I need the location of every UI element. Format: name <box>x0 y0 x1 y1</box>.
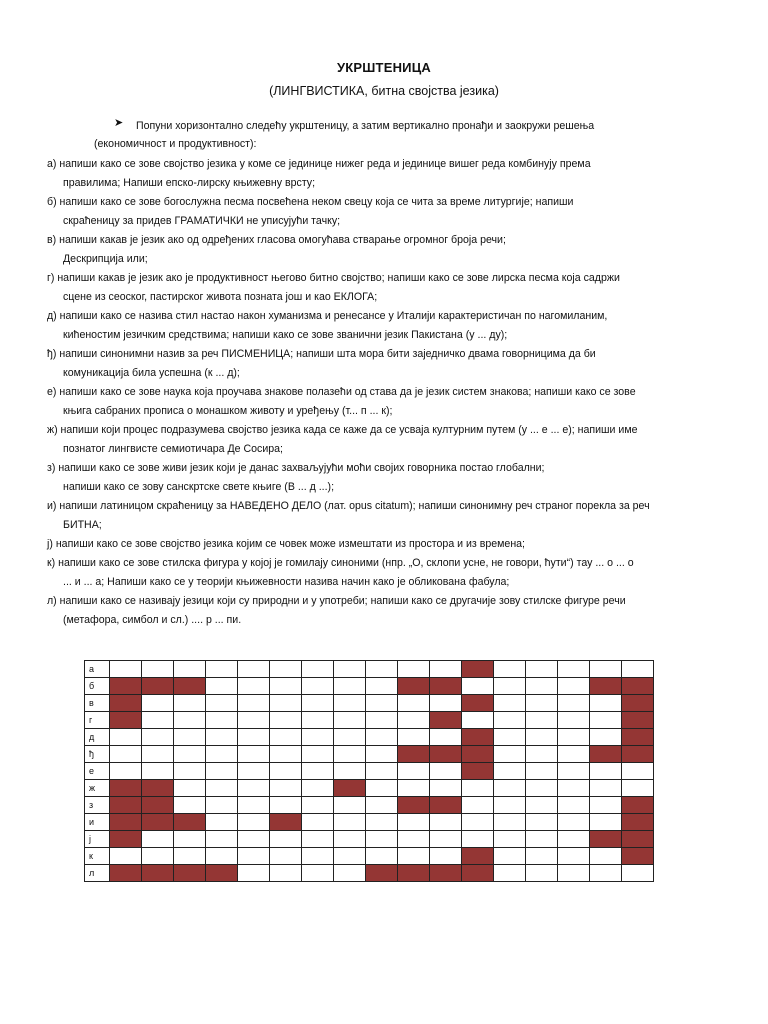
grid-cell[interactable] <box>270 831 302 848</box>
grid-cell[interactable] <box>238 865 270 882</box>
grid-cell[interactable] <box>430 695 462 712</box>
grid-cell-blocked <box>110 695 142 712</box>
grid-cell[interactable] <box>270 780 302 797</box>
grid-cell[interactable] <box>302 763 334 780</box>
grid-cell[interactable] <box>110 763 142 780</box>
grid-cell[interactable] <box>366 763 398 780</box>
grid-cell-blocked <box>142 797 174 814</box>
clue-line-2: комуникација била успешна (к ... д); <box>63 367 240 379</box>
grid-cell[interactable] <box>398 763 430 780</box>
grid-cell-blocked <box>430 865 462 882</box>
grid-cell[interactable] <box>590 661 622 678</box>
grid-cell[interactable] <box>398 848 430 865</box>
clue-line-1: в) напиши какав је језик ако од одређених гласова омогућава стварање огромног броја речи; <box>47 234 506 246</box>
clue-list <box>47 155 737 630</box>
grid-cell[interactable] <box>398 712 430 729</box>
grid-cell[interactable] <box>526 814 558 831</box>
grid-cell[interactable] <box>142 746 174 763</box>
grid-cell-blocked <box>462 695 494 712</box>
clue-line-2: сцене из сеоског, пастирског живота позната још и као ЕКЛОГА; <box>63 291 378 303</box>
grid-row-label: г <box>85 712 110 729</box>
grid-cell[interactable] <box>206 746 238 763</box>
grid-cell-blocked <box>110 831 142 848</box>
grid-cell[interactable] <box>494 814 526 831</box>
grid-cell[interactable] <box>334 678 366 695</box>
grid-row <box>85 831 654 848</box>
grid-cell[interactable] <box>302 661 334 678</box>
grid-cell[interactable] <box>398 831 430 848</box>
grid-row <box>85 797 654 814</box>
grid-cell[interactable] <box>366 848 398 865</box>
clue-line-2: ... и ... а; Напиши како се у теорији књижевности назива начин како је обликована фабула; <box>63 576 510 588</box>
grid-cell-blocked <box>206 865 238 882</box>
grid-cell[interactable] <box>558 729 590 746</box>
clue-item <box>47 535 737 554</box>
grid-cell[interactable] <box>366 831 398 848</box>
grid-cell-blocked <box>622 729 654 746</box>
grid-cell[interactable] <box>238 746 270 763</box>
grid-cell-blocked <box>142 814 174 831</box>
grid-cell[interactable] <box>302 746 334 763</box>
grid-cell[interactable] <box>270 729 302 746</box>
grid-cell[interactable] <box>622 780 654 797</box>
grid-cell[interactable] <box>590 695 622 712</box>
grid-cell[interactable] <box>174 746 206 763</box>
grid-cell-blocked <box>622 831 654 848</box>
grid-cell-blocked <box>398 746 430 763</box>
grid-cell[interactable] <box>558 797 590 814</box>
grid-row-label: в <box>85 695 110 712</box>
grid-cell[interactable] <box>174 848 206 865</box>
clue-line-1: а) напиши како се зове својство језика у коме се јединице нижег реда и јединице вишег реда комбинују према <box>47 158 591 170</box>
clue-item <box>47 459 737 497</box>
grid-cell[interactable] <box>558 763 590 780</box>
grid-cell-blocked <box>622 712 654 729</box>
grid-cell-blocked <box>110 797 142 814</box>
grid-cell[interactable] <box>494 763 526 780</box>
grid-cell[interactable] <box>398 729 430 746</box>
grid-cell-blocked <box>110 780 142 797</box>
grid-cell[interactable] <box>334 848 366 865</box>
grid-cell-blocked <box>366 865 398 882</box>
grid-cell[interactable] <box>558 865 590 882</box>
grid-cell-blocked <box>622 678 654 695</box>
grid-cell-blocked <box>398 678 430 695</box>
clue-line-2: књига сабраних прописа о монашком животу и уређењу (т... п ... к); <box>63 405 393 417</box>
grid-row-label: ж <box>85 780 110 797</box>
grid-cell[interactable] <box>558 678 590 695</box>
grid-row-label: б <box>85 678 110 695</box>
grid-cell[interactable] <box>558 780 590 797</box>
grid-cell-blocked <box>622 814 654 831</box>
grid-cell[interactable] <box>206 678 238 695</box>
grid-cell[interactable] <box>398 661 430 678</box>
grid-cell[interactable] <box>302 695 334 712</box>
grid-cell[interactable] <box>430 848 462 865</box>
grid-cell[interactable] <box>206 712 238 729</box>
grid-cell[interactable] <box>238 848 270 865</box>
grid-cell[interactable] <box>526 848 558 865</box>
grid-cell[interactable] <box>302 831 334 848</box>
grid-row-label: з <box>85 797 110 814</box>
grid-cell[interactable] <box>238 780 270 797</box>
clue-line-2: познатог лингвисте семиотичара Де Сосира; <box>63 443 283 455</box>
grid-cell[interactable] <box>590 712 622 729</box>
clue-line-2: Дескрипција или; <box>63 253 148 265</box>
grid-cell[interactable] <box>174 695 206 712</box>
grid-cell-blocked <box>142 678 174 695</box>
clue-item <box>47 383 737 421</box>
grid-cell[interactable] <box>206 814 238 831</box>
grid-cell[interactable] <box>462 678 494 695</box>
grid-cell-blocked <box>398 865 430 882</box>
grid-row-label: ђ <box>85 746 110 763</box>
grid-cell-blocked <box>398 797 430 814</box>
clue-line-2: правилима; Напиши епско-лирску књижевну врсту; <box>63 177 316 189</box>
grid-cell[interactable] <box>622 865 654 882</box>
grid-cell-blocked <box>462 746 494 763</box>
grid-cell[interactable] <box>334 814 366 831</box>
grid-cell[interactable] <box>558 712 590 729</box>
grid-cell[interactable] <box>526 797 558 814</box>
grid-cell[interactable] <box>494 678 526 695</box>
grid-cell[interactable] <box>238 797 270 814</box>
grid-cell[interactable] <box>366 729 398 746</box>
grid-cell[interactable] <box>494 729 526 746</box>
grid-cell[interactable] <box>430 814 462 831</box>
grid-row <box>85 780 654 797</box>
grid-cell[interactable] <box>302 780 334 797</box>
grid-cell[interactable] <box>238 814 270 831</box>
clue-item <box>47 554 737 592</box>
grid-cell[interactable] <box>526 729 558 746</box>
grid-cell[interactable] <box>366 746 398 763</box>
grid-row-label: е <box>85 763 110 780</box>
grid-cell[interactable] <box>302 865 334 882</box>
grid-cell[interactable] <box>526 746 558 763</box>
grid-cell[interactable] <box>558 746 590 763</box>
grid-cell[interactable] <box>430 831 462 848</box>
grid-cell-blocked <box>462 661 494 678</box>
clue-line-1: и) напиши латиницом скраћеницу за НАВЕДЕНО ДЕЛО (лат. opus citatum); напиши синонимну реч страног порекла за реч <box>47 500 650 512</box>
grid-cell[interactable] <box>174 712 206 729</box>
grid-cell[interactable] <box>430 763 462 780</box>
grid-row <box>85 763 654 780</box>
crossword-grid <box>84 660 654 882</box>
grid-cell[interactable] <box>110 848 142 865</box>
grid-cell-blocked <box>110 865 142 882</box>
clue-line-1: б) напиши како се зове богослужна песма посвећена неком свецу која се чита за време литургије; напиши <box>47 196 574 208</box>
grid-cell[interactable] <box>430 729 462 746</box>
grid-cell[interactable] <box>238 678 270 695</box>
grid-cell[interactable] <box>270 848 302 865</box>
clue-item <box>47 421 737 459</box>
grid-cell[interactable] <box>302 848 334 865</box>
grid-cell[interactable] <box>206 661 238 678</box>
grid-cell[interactable] <box>270 695 302 712</box>
grid-cell[interactable] <box>430 780 462 797</box>
grid-cell[interactable] <box>462 797 494 814</box>
grid-cell-blocked <box>590 746 622 763</box>
grid-cell[interactable] <box>526 831 558 848</box>
instruction-line-2: (економичност и продуктивност): <box>94 138 257 150</box>
grid-cell[interactable] <box>238 661 270 678</box>
grid-cell[interactable] <box>366 814 398 831</box>
grid-cell[interactable] <box>494 712 526 729</box>
grid-cell[interactable] <box>238 831 270 848</box>
grid-cell[interactable] <box>238 695 270 712</box>
grid-cell-blocked <box>334 780 366 797</box>
clue-item <box>47 592 737 630</box>
clue-item <box>47 193 737 231</box>
grid-cell-blocked <box>590 831 622 848</box>
grid-cell-blocked <box>622 695 654 712</box>
grid-cell[interactable] <box>142 848 174 865</box>
grid-cell[interactable] <box>110 746 142 763</box>
clue-line-1: л) напиши како се називају језици који су природни и у употреби; напиши како се другачије зову стилске фигуре речи <box>47 595 626 607</box>
clue-line-2: (метафора, симбол и сл.) .... р ... пи. <box>63 614 242 626</box>
grid-cell[interactable] <box>462 814 494 831</box>
clue-line-1: ђ) напиши синонимни назив за реч ПИСМЕНИЦА; напиши шта мора бити заједничко двама говорницима да би <box>47 348 596 360</box>
clue-item <box>47 307 737 345</box>
grid-row-label: а <box>85 661 110 678</box>
grid-cell[interactable] <box>142 661 174 678</box>
grid-cell[interactable] <box>366 661 398 678</box>
grid-cell[interactable] <box>270 661 302 678</box>
grid-cell[interactable] <box>590 814 622 831</box>
grid-cell[interactable] <box>494 746 526 763</box>
grid-cell[interactable] <box>302 712 334 729</box>
grid-cell[interactable] <box>398 814 430 831</box>
grid-row <box>85 814 654 831</box>
grid-cell[interactable] <box>526 763 558 780</box>
grid-cell[interactable] <box>590 763 622 780</box>
grid-row <box>85 695 654 712</box>
grid-cell[interactable] <box>302 729 334 746</box>
grid-cell[interactable] <box>590 729 622 746</box>
grid-cell-blocked <box>270 814 302 831</box>
grid-cell[interactable] <box>270 746 302 763</box>
grid-cell[interactable] <box>494 797 526 814</box>
grid-cell-blocked <box>174 814 206 831</box>
grid-cell[interactable] <box>590 797 622 814</box>
grid-cell-blocked <box>142 865 174 882</box>
clue-line-1: ж) напиши који процес подразумева својство језика када се каже да се усваја културним путем (у ... е ... е); напиши име <box>47 424 638 436</box>
clue-line-1: е) напиши како се зове наука која проучава знакове полазећи од става да је језик систем знакова; напиши како се зове <box>47 386 636 398</box>
grid-cell[interactable] <box>270 797 302 814</box>
grid-cell[interactable] <box>366 695 398 712</box>
clue-line-1: г) напиши какав је језик ако је продуктивност његово битно својство; напиши како се зове лирска песма која садржи <box>47 272 620 284</box>
clue-line-2: скраћеницу за придев ГРАМАТИЧКИ не уписујући тачку; <box>63 215 341 227</box>
grid-cell-blocked <box>462 865 494 882</box>
grid-cell[interactable] <box>334 661 366 678</box>
grid-cell[interactable] <box>558 831 590 848</box>
grid-cell[interactable] <box>174 661 206 678</box>
grid-cell[interactable] <box>334 695 366 712</box>
grid-cell[interactable] <box>526 678 558 695</box>
grid-cell[interactable] <box>366 780 398 797</box>
grid-cell-blocked <box>430 712 462 729</box>
grid-cell[interactable] <box>590 865 622 882</box>
grid-cell[interactable] <box>334 797 366 814</box>
grid-cell[interactable] <box>238 729 270 746</box>
instruction-line-1: Попуни хоризонтално следећу укрштеницу, а затим вертикално пронађи и заокружи решења <box>136 120 595 132</box>
grid-cell-blocked <box>174 865 206 882</box>
clue-line-2: напиши како се зову санскртске свете књиге (В ... д ...); <box>63 481 335 493</box>
grid-cell-blocked <box>622 848 654 865</box>
grid-cell[interactable] <box>462 831 494 848</box>
grid-cell-blocked <box>430 678 462 695</box>
grid-row-label: ј <box>85 831 110 848</box>
grid-row <box>85 746 654 763</box>
grid-row-label: и <box>85 814 110 831</box>
grid-cell[interactable] <box>494 848 526 865</box>
grid-cell[interactable] <box>302 797 334 814</box>
clue-item <box>47 231 737 269</box>
grid-cell-blocked <box>110 712 142 729</box>
grid-cell[interactable] <box>494 831 526 848</box>
grid-cell[interactable] <box>558 695 590 712</box>
grid-cell[interactable] <box>334 729 366 746</box>
grid-cell[interactable] <box>174 797 206 814</box>
grid-cell[interactable] <box>270 712 302 729</box>
grid-cell[interactable] <box>494 780 526 797</box>
grid-cell[interactable] <box>302 678 334 695</box>
clue-line-1: з) напиши како се зове живи језик који је данас захваљујући моћи својих говорника постао глобални; <box>47 462 545 474</box>
grid-cell-blocked <box>174 678 206 695</box>
grid-cell[interactable] <box>366 678 398 695</box>
grid-row <box>85 865 654 882</box>
grid-cell[interactable] <box>206 780 238 797</box>
grid-cell[interactable] <box>526 865 558 882</box>
grid-cell[interactable] <box>462 780 494 797</box>
grid-row <box>85 729 654 746</box>
clue-line-2: БИТНА; <box>63 519 102 531</box>
grid-cell[interactable] <box>622 763 654 780</box>
grid-cell[interactable] <box>430 661 462 678</box>
page-title: УКРШТЕНИЦА <box>337 60 431 75</box>
grid-cell-blocked <box>590 678 622 695</box>
grid-cell[interactable] <box>334 865 366 882</box>
grid-cell[interactable] <box>142 763 174 780</box>
grid-cell[interactable] <box>270 678 302 695</box>
clue-item <box>47 497 737 535</box>
grid-cell[interactable] <box>174 780 206 797</box>
clue-line-1: к) напиши како се зове стилска фигура у којој је гомилају синоними (нпр. „О, склопи усне, не говори, ћути“) тау ... о ... о <box>47 557 634 569</box>
grid-cell[interactable] <box>206 831 238 848</box>
grid-cell-blocked <box>462 763 494 780</box>
grid-cell[interactable] <box>526 661 558 678</box>
clue-line-1: д) напиши како се назива стил настао након хуманизма и ренесансе у Италији карактеристичан по нагомиланим, <box>47 310 608 322</box>
grid-cell[interactable] <box>302 814 334 831</box>
grid-cell[interactable] <box>238 712 270 729</box>
grid-cell[interactable] <box>590 848 622 865</box>
grid-cell[interactable] <box>142 831 174 848</box>
grid-cell[interactable] <box>366 797 398 814</box>
grid-cell[interactable] <box>206 763 238 780</box>
grid-row <box>85 712 654 729</box>
grid-row <box>85 848 654 865</box>
grid-row-label: д <box>85 729 110 746</box>
grid-cell[interactable] <box>206 729 238 746</box>
grid-cell[interactable] <box>238 763 270 780</box>
grid-cell-blocked <box>142 780 174 797</box>
grid-cell[interactable] <box>494 661 526 678</box>
clue-line-1: ј) напиши како се зове својство језика којим се човек може измештати из простора и из времена; <box>47 538 526 550</box>
grid-cell-blocked <box>462 848 494 865</box>
grid-cell[interactable] <box>270 865 302 882</box>
grid-row <box>85 661 654 678</box>
grid-cell[interactable] <box>558 848 590 865</box>
grid-cell[interactable] <box>526 780 558 797</box>
grid-cell[interactable] <box>334 746 366 763</box>
grid-cell[interactable] <box>206 797 238 814</box>
grid-cell[interactable] <box>398 780 430 797</box>
grid-cell[interactable] <box>142 729 174 746</box>
grid-cell[interactable] <box>398 695 430 712</box>
grid-cell[interactable] <box>142 695 174 712</box>
grid-cell[interactable] <box>206 695 238 712</box>
grid-cell-blocked <box>110 678 142 695</box>
page-subtitle: (ЛИНГВИСТИКА, битна својства језика) <box>269 84 499 98</box>
grid-cell[interactable] <box>334 712 366 729</box>
grid-cell-blocked <box>622 797 654 814</box>
grid-cell[interactable] <box>526 712 558 729</box>
grid-row-label: л <box>85 865 110 882</box>
clue-line-2: кићеностим језичким средствима; напиши како се зове званични језик Пакистана (у ... ду); <box>63 329 508 341</box>
grid-cell[interactable] <box>142 712 174 729</box>
clue-item <box>47 269 737 307</box>
grid-cell[interactable] <box>334 831 366 848</box>
grid-cell[interactable] <box>334 763 366 780</box>
grid-cell[interactable] <box>206 848 238 865</box>
grid-cell[interactable] <box>526 695 558 712</box>
grid-cell-blocked <box>622 746 654 763</box>
grid-cell[interactable] <box>174 763 206 780</box>
grid-cell[interactable] <box>110 661 142 678</box>
grid-row-label: к <box>85 848 110 865</box>
grid-cell-blocked <box>430 797 462 814</box>
grid-cell-blocked <box>110 814 142 831</box>
grid-cell[interactable] <box>462 712 494 729</box>
grid-cell[interactable] <box>622 661 654 678</box>
grid-cell-blocked <box>430 746 462 763</box>
grid-cell[interactable] <box>558 814 590 831</box>
grid-cell[interactable] <box>590 780 622 797</box>
grid-cell[interactable] <box>174 831 206 848</box>
grid-cell[interactable] <box>558 661 590 678</box>
clue-item <box>47 155 737 193</box>
grid-cell[interactable] <box>110 729 142 746</box>
grid-cell[interactable] <box>366 712 398 729</box>
clue-item <box>47 345 737 383</box>
grid-cell[interactable] <box>174 729 206 746</box>
grid-cell-blocked <box>462 729 494 746</box>
grid-cell[interactable] <box>270 763 302 780</box>
arrow-bullet-icon: ➤ <box>114 117 124 129</box>
grid-cell[interactable] <box>494 695 526 712</box>
grid-cell[interactable] <box>494 865 526 882</box>
grid-row <box>85 678 654 695</box>
